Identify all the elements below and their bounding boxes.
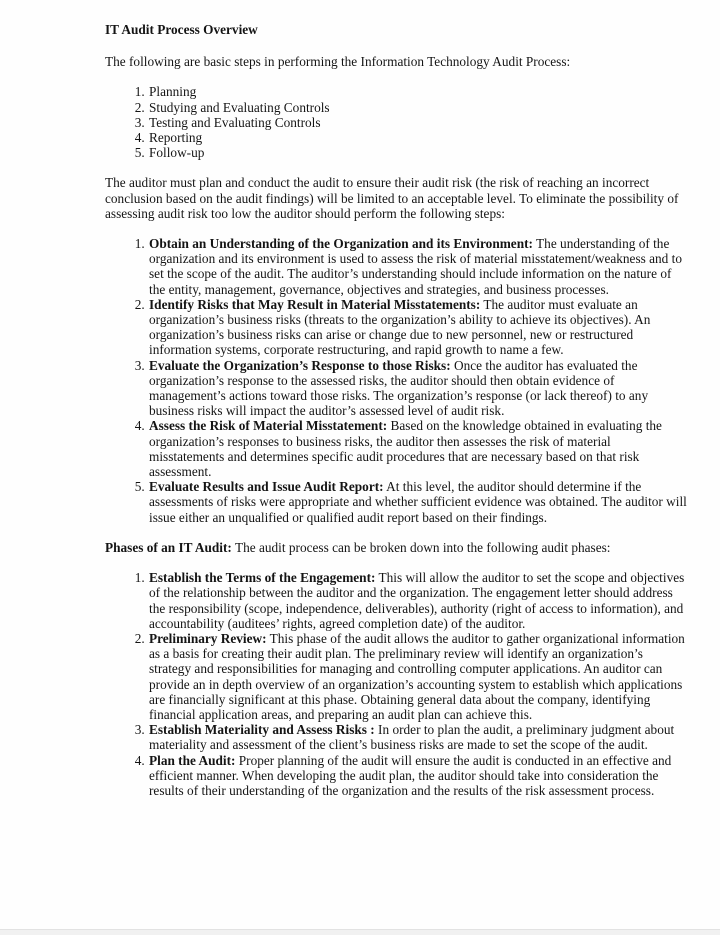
list-item: 2. Studying and Evaluating Controls bbox=[148, 100, 687, 115]
step-body: The understanding of the organization and its environment is used to assess the risk of material misstatement/weakness and to set the scope of the audit. The auditor’s understanding should include information on the nature of the entity, management, governance, objectives and strategies, and business processes. bbox=[149, 236, 682, 297]
list-item bbox=[148, 753, 687, 799]
phase-body: Proper planning of the audit will ensure the audit is conducted in an effective and efficient manner. When developing the audit plan, the auditor should take into consideration the results of their understanding of the organization and the results of the risk assessment process. bbox=[149, 752, 672, 798]
phase-body: This will allow the auditor to set the scope and objectives of the relationship between the auditor and the organization. The engagement letter should address the responsibility (scope, independence, deliverables), authority (right of access to information), and accountability (auditees’ rights, agreed completion date) of the auditor. bbox=[149, 570, 685, 631]
phase-body: This phase of the audit allows the auditor to gather organizational information as a basis for creating their audit plan. The preliminary review will identify an organization’s strategy and responsibilities for managing and controlling computer applications. An auditor can provide an in depth overview of an organization’s accounting system to establish which applications are financially significant at this phase. Obtaining general data about the company, identifying financial application areas, and preparing an audit plan can achieve this. bbox=[149, 630, 685, 722]
basic-steps-list bbox=[105, 84, 687, 160]
phase-lead: Preliminary Review: bbox=[149, 630, 267, 646]
page-bottom-edge bbox=[0, 929, 720, 935]
step-body: Based on the knowledge obtained in evaluating the organization’s responses to business risks, the auditor then assesses the risk of material misstatements and determines specific audit procedures that are necessary based on that risk assessment. bbox=[149, 418, 662, 480]
document-title: IT Audit Process Overview bbox=[105, 22, 258, 37]
list-item: 5. Follow-up bbox=[148, 145, 687, 160]
step-lead: Assess the Risk of Material Misstatement: bbox=[149, 418, 388, 434]
phases-heading bbox=[105, 540, 687, 555]
phase-lead: Establish the Terms of the Engagement: bbox=[149, 570, 376, 586]
audit-phases-list bbox=[105, 570, 687, 798]
phase-body: In order to plan the audit, a preliminary judgment about materiality and assessment of the client’s business risks are made to set the scope of the audit. bbox=[149, 722, 675, 753]
list-item bbox=[148, 297, 687, 358]
list-item: 1. Planning bbox=[148, 84, 687, 99]
list-item bbox=[148, 479, 687, 525]
step-lead: Evaluate Results and Issue Audit Report: bbox=[149, 479, 384, 495]
list-item bbox=[148, 358, 687, 419]
step-body: The auditor must evaluate an organization’s business risks (threats to the organization’s ability to achieve its objectives). An organization’s business risks can arise or change due to new personnel, new or restructured information systems, corporate restructuring, and rapid growth to name a few. bbox=[149, 296, 651, 358]
step-lead: Evaluate the Organization’s Response to those Risks: bbox=[149, 357, 451, 373]
list-item bbox=[148, 418, 687, 479]
list-item: 4. Reporting bbox=[148, 130, 687, 145]
step-body: At this level, the auditor should determine if the assessments of risks were appropriate and whether sufficient evidence was obtained. The auditor will issue either an unqualified or qualified audit report based on their findings. bbox=[149, 479, 687, 525]
list-item: 3. Testing and Evaluating Controls bbox=[148, 115, 687, 130]
phase-lead: Plan the Audit: bbox=[149, 752, 236, 768]
audit-risk-paragraph: The auditor must plan and conduct the audit to ensure their audit risk (the risk of reaching an incorrect conclusion based on the audit findings) will be limited to an acceptable level. To eliminate the possibility of assessing audit risk too low the auditor should perform the following steps: bbox=[105, 175, 679, 221]
step-body: Once the auditor has evaluated the organization’s response to the assessed risks, the auditor should then obtain evidence of management’s actions toward those risks. The organization’s response (or lack thereof) to any business risks will impact the auditor’s assessed level of audit risk. bbox=[149, 357, 649, 419]
phases-heading-lead: Phases of an IT Audit: bbox=[105, 539, 232, 555]
list-item bbox=[148, 631, 687, 722]
phases-heading-body: The audit process can be broken down into the following audit phases: bbox=[234, 539, 611, 555]
audit-steps-list bbox=[105, 236, 687, 525]
step-lead: Obtain an Understanding of the Organization and its Environment: bbox=[149, 236, 533, 252]
list-item bbox=[148, 236, 687, 297]
intro-paragraph: The following are basic steps in performing the Information Technology Audit Process: bbox=[105, 54, 571, 70]
list-item bbox=[148, 570, 687, 631]
list-item bbox=[148, 722, 687, 752]
phase-lead: Establish Materiality and Assess Risks : bbox=[149, 722, 375, 738]
step-lead: Identify Risks that May Result in Material Misstatements: bbox=[149, 296, 481, 312]
